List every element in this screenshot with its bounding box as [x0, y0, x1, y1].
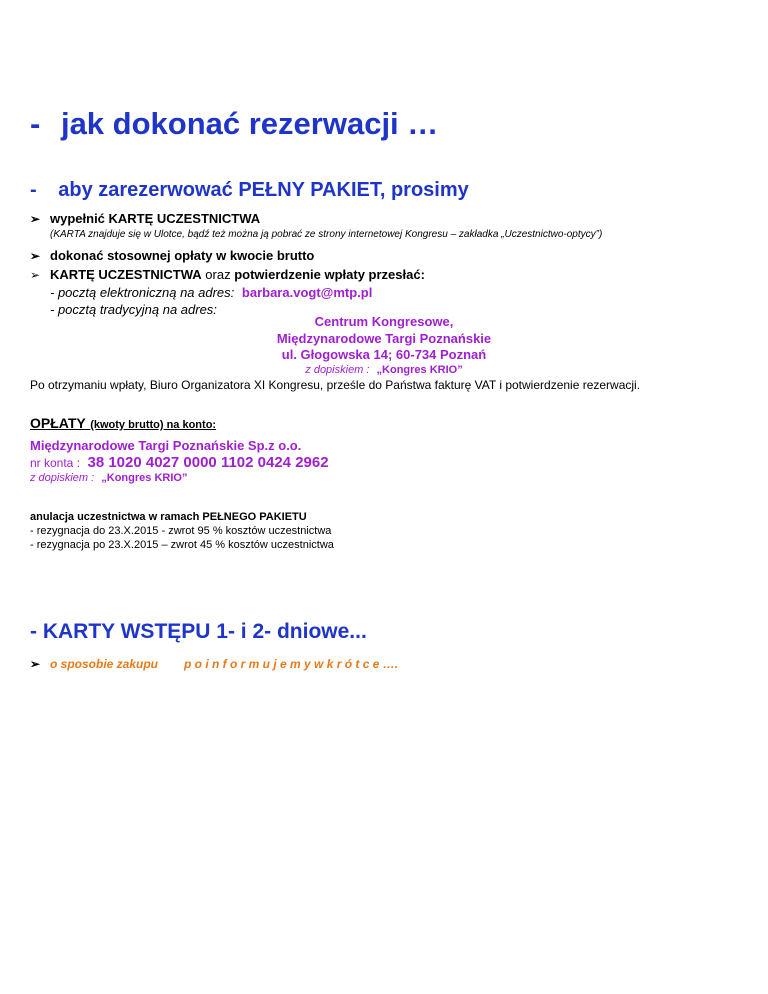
- fees-account: [30, 454, 329, 472]
- card-note: (KARTA znajduje się w Ulotce, bądź też można ją pobrać ze strony internetowej Kongresu – zakładka „Uczestnictwo-optycy”): [50, 229, 603, 240]
- fees-heading-main: OPŁATY: [30, 415, 86, 431]
- entry-tickets-heading: - KARTY WSTĘPU 1- i 2- dniowe...: [30, 620, 367, 643]
- email-prefix: - pocztą elektroniczną na adres:: [50, 285, 235, 300]
- item-mid: oraz: [201, 267, 235, 282]
- section-dash: -: [30, 179, 37, 201]
- email-link[interactable]: barbara.vogt@mtp.pl: [241, 285, 373, 300]
- list-item-send: [30, 267, 425, 282]
- address-line-3: ul. Głogowska 14; 60-734 Poznań: [281, 347, 487, 362]
- post-line: - pocztą tradycyjną na adres:: [50, 302, 217, 317]
- email-line: [50, 285, 372, 300]
- cancellation-line-1: - rezygnacja do 23.X.2015 - zwrot 95 % kosztów uczestnictwa: [30, 525, 332, 537]
- address-line-1: Centrum Kongresowe,: [314, 314, 454, 329]
- fees-heading: [30, 415, 216, 433]
- cancellation-line-2: - rezygnacja po 23.X.2015 – zwrot 45 % kosztów uczestnictwa: [30, 539, 334, 551]
- address-note: [0, 364, 768, 376]
- info-paragraph: Po otrzymaniu wpłaty, Biuro Organizatora XI Kongresu, prześle do Państwa fakturę VAT i potwierdzenie rezerwacji.: [30, 378, 641, 392]
- title-text: jak dokonać rezerwacji …: [60, 106, 439, 141]
- address-note-value: „Kongres KRIO”: [376, 364, 463, 376]
- address-line-2: Międzynarodowe Targi Poznańskie: [276, 331, 492, 346]
- account-number: 38 1020 4027 0000 1102 0424 2962: [87, 454, 329, 471]
- fees-company: Międzynarodowe Targi Poznańskie Sp.z o.o.: [30, 438, 302, 453]
- purchase-label: o sposobie zakupu: [50, 657, 159, 671]
- address-note-prefix: z dopiskiem :: [305, 364, 370, 376]
- fees-note: [30, 472, 187, 484]
- title-dash: -: [30, 106, 41, 141]
- fees-heading-sub: (kwoty brutto) na konto:: [90, 419, 217, 431]
- list-item-fill-card: [30, 211, 260, 226]
- cancellation-title: anulacja uczestnictwa w ramach PEŁNEGO PAKIETU: [30, 511, 307, 523]
- arrow-bullet-icon: ➢: [30, 268, 41, 282]
- arrow-bullet-icon: ➢: [30, 212, 41, 226]
- section-title: aby zarezerwować PEŁNY PAKIET, prosimy: [58, 179, 469, 201]
- arrow-bullet-icon: ➢: [30, 249, 41, 263]
- account-label: nr konta :: [30, 456, 81, 470]
- item-bold-card: KARTĘ UCZESTNICTWA: [50, 267, 202, 282]
- section-full-package-heading: [30, 179, 469, 202]
- fees-note-value: „Kongres KRIO”: [101, 472, 188, 484]
- item-bold-confirm: potwierdzenie wpłaty przesłać:: [234, 267, 425, 282]
- fees-note-prefix: z dopiskiem :: [30, 472, 95, 484]
- list-item-payment: [30, 248, 314, 263]
- item-text: dokonać stosownej opłaty w kwocie brutto: [50, 248, 315, 263]
- list-item-purchase: [30, 657, 398, 671]
- purchase-value: p o i n f o r m u j e m y w k r ó t c e ….: [184, 657, 399, 671]
- item-text: wypełnić KARTĘ UCZESTNICTWA: [50, 211, 261, 226]
- page-title: [30, 106, 438, 142]
- arrow-bullet-icon: ➢: [30, 657, 41, 671]
